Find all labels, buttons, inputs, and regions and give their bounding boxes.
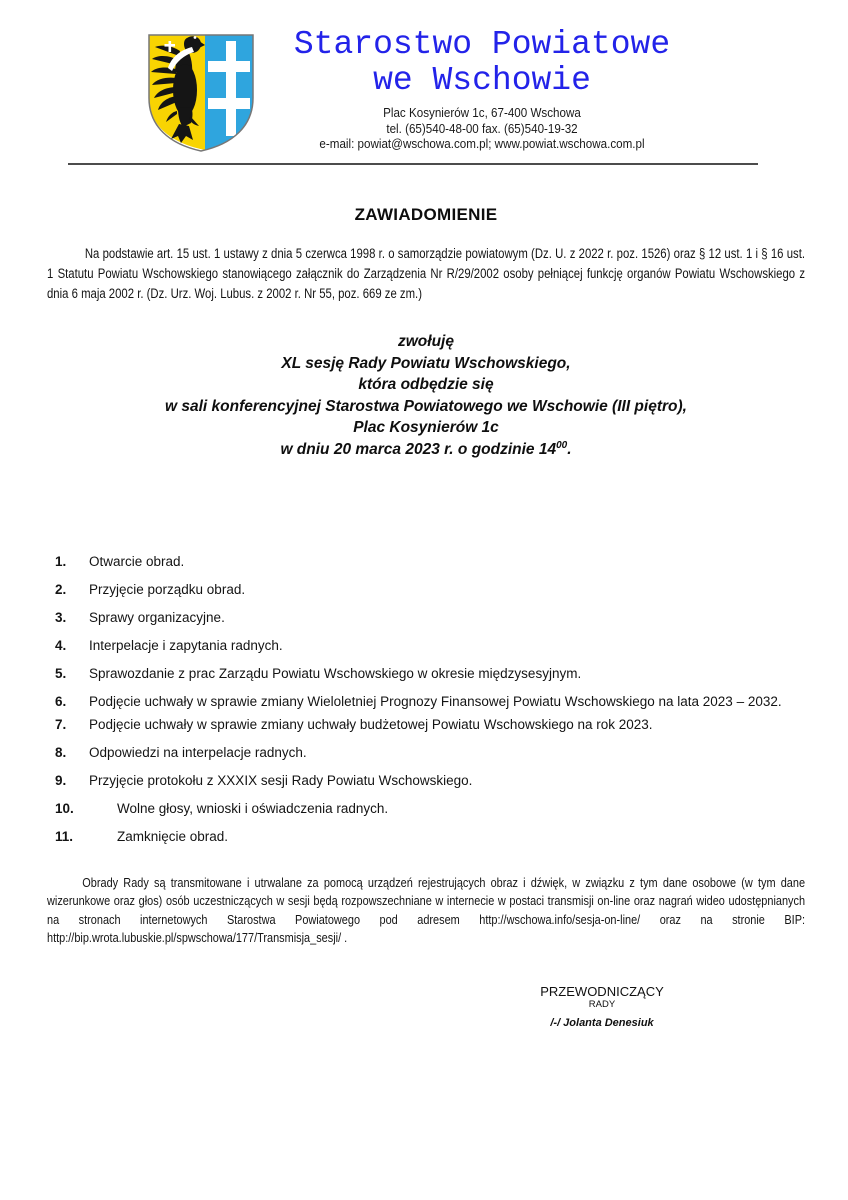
- agenda-item: [47, 827, 805, 847]
- header-divider: [68, 163, 758, 165]
- agenda-item-text: Przyjęcie porządku obrad.: [89, 581, 246, 597]
- summons-datetime-text: w dniu 20 marca 2023 r. o godzinie 14: [280, 440, 557, 458]
- summons-block: [47, 331, 805, 461]
- summons-line: która odbędzie się: [358, 376, 494, 394]
- legal-basis-paragraph: Na podstawie art. 15 ust. 1 ustawy z dnia 5 czerwca 1998 r. o samorządzie powiatowym (Dz. U. z 2022 r. poz. 1526) oraz § 12 ust. 1 i § 16 ust. 1 Statutu Powiatu Wschowskiego stanowiącego załącznik do Zarządzenia Nr R/29/2002 osoby pełniącej funkcję organów Powiatu Wschowskiego z dnia 6 maja 2002 r. (Dz. Urz. Woj. Lubus. z 2002 r. Nr 55, poz. 669 ze zm.): [47, 246, 806, 301]
- agenda-item-number: 9.: [55, 772, 67, 788]
- summons-datetime-period: .: [567, 440, 572, 458]
- agenda-item-number: 3.: [55, 609, 67, 625]
- agenda-item-text: Sprawy organizacyjne.: [89, 609, 225, 625]
- address-email-www: e-mail: powiat@wschowa.com.pl; www.powiat.wschowa.com.pl: [319, 137, 645, 151]
- agenda-item-text: Zamknięcie obrad.: [117, 828, 229, 844]
- summons-line: w sali konferencyjnej Starostwa Powiatowego we Wschowie (III piętro),: [165, 397, 687, 415]
- agenda-item: [47, 664, 805, 684]
- agenda-item-number: 4.: [55, 637, 67, 653]
- agenda-item-text: Otwarcie obrad.: [89, 553, 185, 569]
- org-address: [277, 106, 686, 153]
- address-street: Plac Kosynierów 1c, 67-400 Wschowa: [383, 106, 581, 120]
- agenda-item: [47, 608, 805, 628]
- agenda-item-number: 5.: [55, 665, 67, 681]
- agenda-item-text: Odpowiedzi na interpelacje radnych.: [89, 744, 307, 760]
- agenda-item-number: 8.: [55, 744, 67, 760]
- org-name-line2: we Wschowie: [373, 62, 591, 99]
- agenda-item-text: Podjęcie uchwały w sprawie zmiany Wieloletniej Prognozy Finansowej Powiatu Wschowskiego na lata 2023 – 2032.: [89, 693, 782, 709]
- document-title: ZAWIADOMIENIE: [354, 205, 498, 224]
- org-name: [262, 27, 702, 99]
- agenda-item-number: 2.: [55, 581, 67, 597]
- legal-basis-wrap: [47, 244, 805, 304]
- summons-datetime: [47, 439, 805, 461]
- time-superscript: 00: [556, 439, 568, 451]
- agenda-item-number: 10.: [55, 800, 74, 816]
- transmission-note-wrap: [47, 874, 805, 948]
- agenda-item-number: 11.: [55, 828, 74, 844]
- agenda-item: [47, 552, 805, 572]
- summons-line: zwołuję: [398, 333, 454, 350]
- agenda-item-text: Podjęcie uchwały w sprawie zmiany uchwały budżetowej Powiatu Wschowskiego na rok 2023.: [89, 716, 653, 732]
- agenda-item: [47, 580, 805, 600]
- agenda-item-number: 1.: [55, 553, 67, 569]
- signature-block: [502, 984, 702, 1030]
- agenda-item: [47, 636, 805, 656]
- coat-of-arms-icon: [146, 32, 256, 154]
- agenda-item-text: Przyjęcie protokołu z XXXIX sesji Rady Powiatu Wschowskiego.: [89, 772, 473, 788]
- agenda-item: [47, 799, 805, 819]
- transmission-note: Obrady Rady są transmitowane i utrwalane za pomocą urządzeń rejestrujących obraz i dźwięk, w związku z tym dane osobowe (w tym dane wizerunkowe oraz głos) osób uczestniczących w sesji będą rozpowszechniane w internecie w postaci transmisji on-line oraz nagrań wideo udostępnianych na stronach internetowych Starostwa Powiatowego pod adresem http://wschowa.info/sesja-on-line/ oraz na stronie BIP: http://bip.wrota.lubuskie.pl/spwschowa/177/Transmisja_sesji/ .: [47, 874, 806, 946]
- agenda-list: [47, 552, 805, 847]
- agenda-item: [47, 692, 805, 712]
- document-body: [0, 205, 848, 1030]
- letterhead: [0, 0, 848, 166]
- summons-line: Plac Kosynierów 1c: [353, 419, 499, 437]
- agenda-item-text: Interpelacje i zapytania radnych.: [89, 637, 283, 653]
- agenda-item: [47, 771, 805, 791]
- signature-role: PRZEWODNICZĄCY: [540, 983, 664, 999]
- summons-line: XL sesję Rady Powiatu Wschowskiego,: [281, 354, 571, 372]
- agenda-item: [47, 715, 805, 735]
- agenda-item-number: 6.: [55, 693, 67, 709]
- signature-role-line2: RADY: [588, 998, 616, 1010]
- letterhead-text: [262, 27, 702, 153]
- agenda-item: [47, 743, 805, 763]
- signature-name: /-/ Jolanta Denesiuk: [550, 1016, 654, 1029]
- org-name-line1: Starostwo Powiatowe: [293, 26, 671, 63]
- agenda-item-number: 7.: [55, 716, 67, 732]
- address-phone: tel. (65)540-48-00 fax. (65)540-19-32: [386, 121, 578, 136]
- agenda-item-text: Sprawozdanie z prac Zarządu Powiatu Wschowskiego w okresie międzysesyjnym.: [89, 665, 582, 681]
- agenda-item-text: Wolne głosy, wnioski i oświadczenia radnych.: [117, 800, 389, 816]
